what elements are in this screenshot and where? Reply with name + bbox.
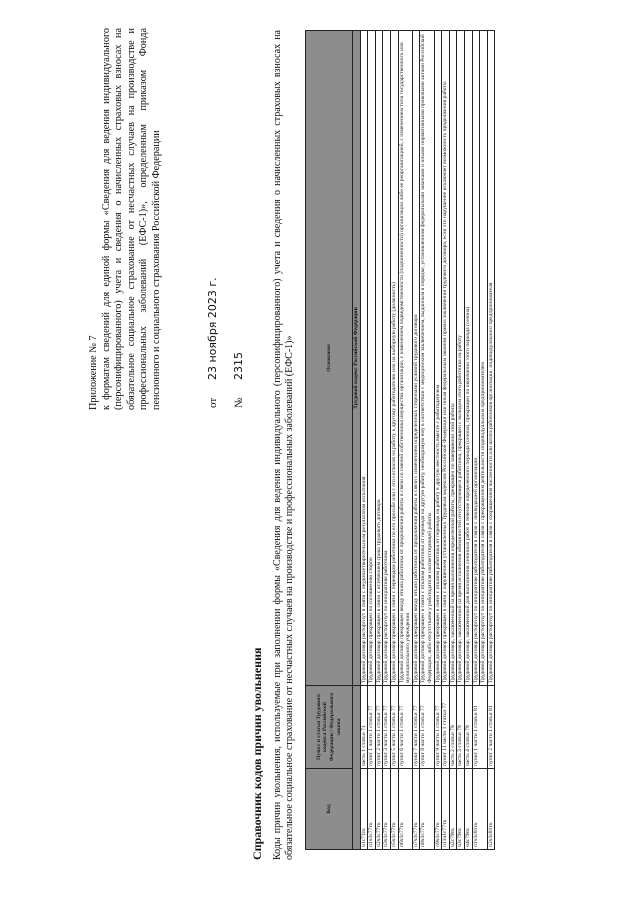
code-cell: п11ч1с77тк [442,769,450,850]
table-row [360,31,368,850]
code-cell: п9ч1с77тк [434,769,442,850]
table-row [472,31,487,850]
basis-cell [449,31,457,686]
code-cell: п2ч1с81тк [487,769,495,850]
basis-text: Трудовой договор расторгнут в связи с неудовлетворительным результатом испытания [360,476,367,683]
code-cell: п1ч1с81тк [472,769,487,850]
table-row [398,31,412,850]
article-cell: пункт 6 части 1 статьи 77 [398,686,412,769]
article-cell: пункт 1 части 1 статьи 77 [368,686,376,769]
table-row [368,31,376,850]
table-row [464,31,472,850]
table-row [487,31,495,850]
number-label: № [233,397,245,408]
basis-cell [368,31,376,686]
table-row [383,31,391,850]
article-cell: часть 3 статьи 79 [457,686,465,769]
code-cell: ч3с79тк [457,769,465,850]
code-cell: п7ч1с77тк [412,769,420,850]
article-cell: пункт 2 части 1 статьи 81 [487,686,495,769]
dismissal-codes-table [305,30,495,850]
table-row [434,31,442,850]
table-row [375,31,383,850]
article-cell: пункт 8 части 1 статьи 77 [420,686,434,769]
page-title: Справочник кодов причин увольнения [250,647,264,860]
basis-text: Трудовой договор прекращен в связи с нарушением установленных Трудовым кодексом Российской Федерации или иным федеральным законом правил заключения трудового договора, если это нарушение исключает возможность продолжения работы [442,81,449,683]
article-cell: пункт 5 части 1 статьи 77 [390,686,398,769]
table-header-row [306,31,353,850]
basis-cell [420,31,434,686]
article-cell: часть 2 статьи 79 [449,686,457,769]
code-cell: п6ч1с77тк [398,769,412,850]
code-cell: п8ч1с77тк [420,769,434,850]
appendix-block [88,28,164,410]
article-cell: пункт 2 части 1 статьи 77 [375,686,383,769]
header-basis: Основание [306,31,353,686]
code-cell: ч2с79тк [449,769,457,850]
basis-cell [383,31,391,686]
table-row [390,31,398,850]
order-date: 23 ноября 2023 г. [206,277,219,380]
article-cell: часть 4 статьи 79 [464,686,472,769]
header-article: Пункт и статья Трудового кодекса Российской Федерации / Федерального закона [306,686,353,769]
table-row [449,31,457,850]
basis-text: Трудовой договор прекращен ввиду отказа работника от продолжения работы в связи со сменой собственника имущества организации, с изменением подведомственности (подчиненности) организации либо ее реорганизацией, с изменением типа государственного или муниципального учреждения [398,42,412,683]
basis-text: Трудовой договор прекращен в связи с отказом работника от перевода на другую работу, необходимую ему в соответствии с медицинским заключением, выданным в порядке, установленном федеральными законами и иными нормативными правовыми актами Российской Федерации, либо отсутствием у работодателя соответствующей работы [420,34,433,683]
basis-cell [390,31,398,686]
basis-cell [487,31,495,686]
table-row [442,31,450,850]
basis-cell [375,31,383,686]
appendix-number: Приложение № 7 [88,335,99,410]
basis-cell [457,31,465,686]
basis-cell [360,31,368,686]
basis-text: Трудовой договор прекращен по соглашению сторон [368,557,375,683]
article-cell: пункт 1 части 1 статьи 81 [472,686,487,769]
basis-cell [434,31,442,686]
code-cell: п1ч1с77тк [368,769,376,850]
basis-text: Трудовой договор расторгнут по инициативе работодателя в связи с ликвидацией организации [472,457,479,683]
basis-text: Трудовой договор, заключенный на время выполнения определенной работы, прекращен по завершении этой работы [449,403,456,683]
table-row [457,31,465,850]
basis-text: Трудовой договор расторгнут по инициативе работника [383,550,390,683]
article-cell: пункт 11 части 1 статьи 77 [442,686,450,769]
basis-text: Трудовой договор расторгнут по инициативе работодателя в связи с сокращением численности или штата работников организации, индивидуального предпринимателя [487,282,494,683]
article-cell: пункт 3 части 1 статьи 77 [383,686,391,769]
article-cell: пункт 7 части 1 статьи 77 [412,686,420,769]
basis-text: Трудовой договор прекращен в связи с переводом работника по его просьбе или с его согласия на работу к другому работодателю или на выборную работу (должность) [390,282,397,683]
article-cell: пункт 9 части 1 статьи 77 [434,686,442,769]
table-row [412,31,420,850]
header-code: Код [306,769,353,850]
basis-cell [472,31,487,686]
code-cell: ч1с71тк [360,769,368,850]
basis-cell [442,31,450,686]
appendix-text: к форматам сведений для единой формы «Сведения для ведения индивидуального (персонифицированного) учета и сведения о начисленных страховых взносах на обязательное социальное страхование от несчастных случаев на производстве и профессиональных заболеваний (ЕФС-1)», определенным приказом Фонда пенсионного и социального страхования Российской Федерации [100,28,162,410]
code-cell: п3ч1с77тк [383,769,391,850]
section-row [353,31,361,850]
article-cell: часть 1 статьи 71 [360,686,368,769]
basis-cell [398,31,412,686]
basis-cell [412,31,420,686]
basis-text: Трудовой договор, заключенный для выполнения сезонных работ в течение определенного периода (сезона), прекращен по окончании этого периода (сезона) [464,306,471,683]
basis-text: Трудовой договор прекращен в связи с истечением срока трудового договора [375,499,382,683]
code-cell: ч4с79тк [464,769,472,850]
code-cell: п2ч1с77тк [375,769,383,850]
basis-text: Трудовой договор прекращен в связи с отказом работника от перевода на работу в другую местность вместе с работодателем [434,384,441,683]
basis-text: Трудовой договор расторгнут по инициативе работодателя в связи с прекращением деятельности индивидуальным предпринимателем [479,31,487,685]
order-details [206,277,258,408]
basis-text: Трудовой договор, заключенный на время исполнения обязанностей отсутствующего работника, прекращен с выходом этого работника на работу [457,335,464,683]
code-cell: п5ч1с77тк [390,769,398,850]
order-number: 2315 [232,352,245,380]
table-row [420,31,434,850]
basis-text: Трудовой договор прекращен ввиду отказа работника от продолжения работы в связи с изменением определенных сторонами условий трудового договора [412,314,419,683]
intro-paragraph: Коды причин увольнения, используемые при заполнении формы «Сведения для ведения индивидуального (персонифицированного) учета и сведения о начисленных страховых взносах на обязательное социальное страхование от несчастных случаев на производстве и профессиональных заболеваний (ЕФС-1)» [272,30,295,860]
date-label: от [207,397,219,408]
section-title: Трудовой кодекс Российской Федерации [353,31,361,686]
basis-cell [464,31,472,686]
